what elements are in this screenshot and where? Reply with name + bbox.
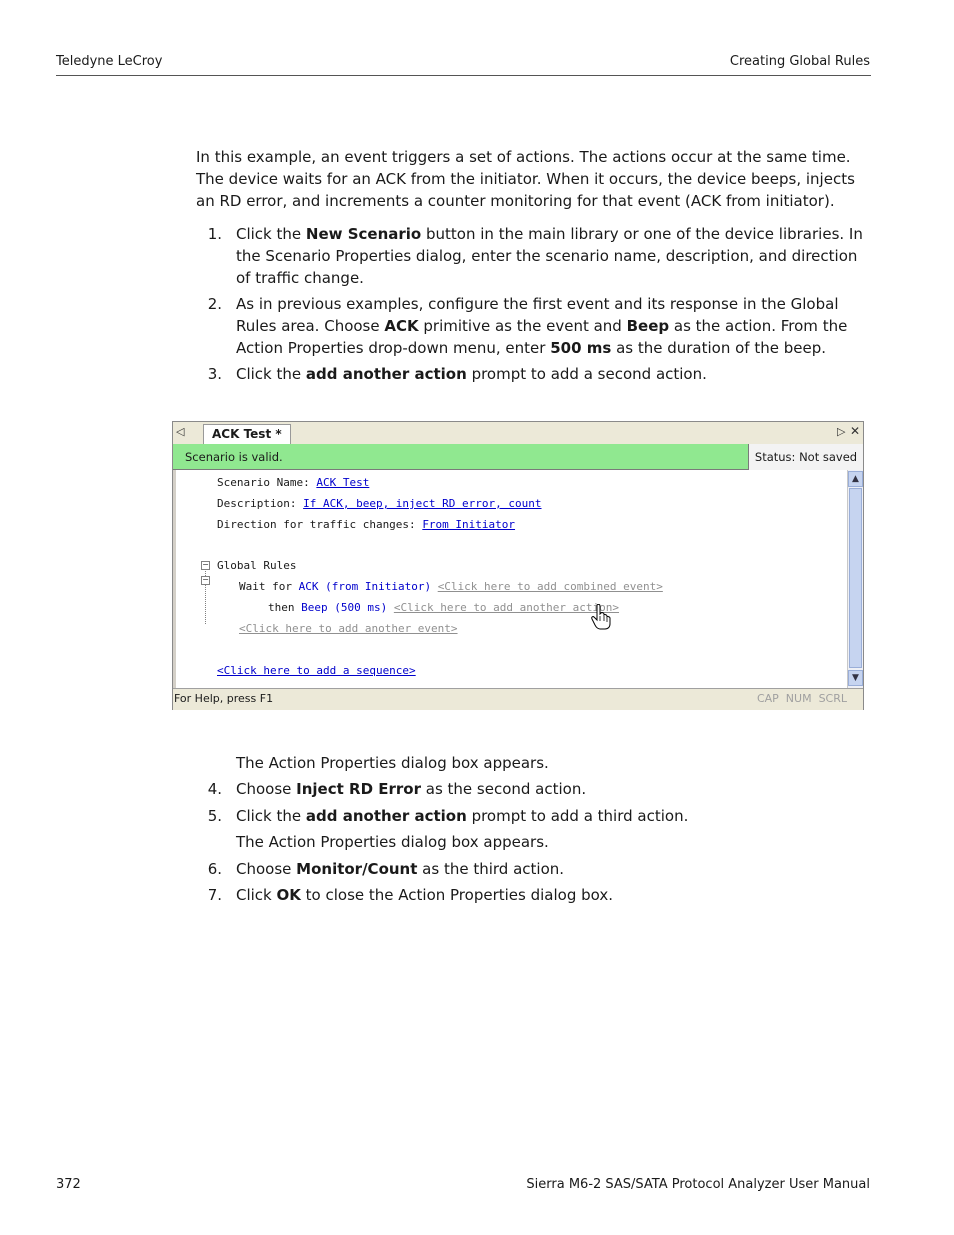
- add-combined-event-prompt[interactable]: <Click here to add combined event>: [437, 580, 663, 593]
- tab-bar: [173, 422, 863, 445]
- add-another-event-text[interactable]: <Click here to add another event>: [239, 622, 458, 635]
- wait-for-line: [239, 580, 663, 594]
- close-icon[interactable]: ✕: [850, 424, 861, 438]
- step-number: 3.: [207, 365, 222, 383]
- direction-label: Direction for traffic changes:: [217, 518, 423, 531]
- wait-event-link[interactable]: ACK (from Initiator): [298, 580, 432, 593]
- step-number: 2.: [207, 295, 222, 313]
- step-1: [196, 223, 876, 289]
- note-2: [196, 831, 876, 853]
- step-text: button in the main library or one of the device libraries. In: [421, 225, 863, 243]
- header-left: Teledyne LeCroy: [56, 54, 163, 69]
- step-text: Rules area. Choose: [236, 317, 385, 335]
- validation-banner: Scenario is valid.: [173, 444, 749, 470]
- tab-scroll-left-icon[interactable]: ◁: [176, 425, 185, 438]
- vertical-scrollbar[interactable]: [847, 470, 863, 688]
- rules-editor: [173, 470, 847, 688]
- add-another-action-prompt[interactable]: <Click here to add another action>: [393, 601, 620, 614]
- step-text: as the duration of the beep.: [611, 339, 826, 357]
- step-text: the Scenario Properties dialog, enter the scenario name, description, and direction: [236, 247, 858, 265]
- add-sequence-link[interactable]: <Click here to add a sequence>: [217, 664, 416, 677]
- note-text: The Action Properties dialog box appears.: [236, 754, 549, 772]
- step-text: Click the: [236, 807, 306, 825]
- description-line: [217, 497, 542, 511]
- step-number: 6.: [207, 860, 222, 878]
- step-text: primitive as the event and: [418, 317, 627, 335]
- step-text: to close the Action Properties dialog box.: [300, 886, 613, 904]
- direction-line: [217, 518, 515, 532]
- wait-for-label: Wait for: [239, 580, 299, 593]
- help-text: For Help, press F1: [174, 692, 274, 705]
- step-text: prompt to add a third action.: [466, 807, 689, 825]
- collapse-icon[interactable]: −: [202, 575, 209, 584]
- scenario-name-link[interactable]: ACK Test: [316, 476, 370, 489]
- note-text: The Action Properties dialog box appears.: [236, 833, 549, 851]
- scroll-up-icon[interactable]: ▲: [848, 471, 863, 487]
- page-number: 372: [56, 1177, 81, 1192]
- step-text: as the third action.: [417, 860, 565, 878]
- tab-scroll-right-icon[interactable]: ▷: [837, 425, 846, 438]
- step-number: 1.: [207, 225, 222, 243]
- scenario-name-label: Scenario Name:: [217, 476, 317, 489]
- global-rules-label: Global Rules: [217, 559, 297, 572]
- add-sequence-prompt[interactable]: [217, 664, 416, 678]
- intro-line: an RD error, and increments a counter monitoring for that event (ACK from initiator).: [196, 192, 835, 210]
- step-text: prompt to add a second action.: [466, 365, 707, 383]
- status-bar: [173, 688, 863, 710]
- step-text: Action Properties drop-down menu, enter: [236, 339, 551, 357]
- step-bold: Monitor/Count: [296, 860, 418, 878]
- step-bold: New Scenario: [305, 225, 422, 243]
- description-link[interactable]: If ACK, beep, inject RD error, count: [303, 497, 542, 510]
- step-bold: ACK: [384, 317, 419, 335]
- then-label: then: [268, 601, 302, 614]
- scenario-name-line: [217, 476, 369, 490]
- manual-title: Sierra M6-2 SAS/SATA Protocol Analyzer User Manual: [526, 1177, 870, 1192]
- tab-ack-test[interactable]: ACK Test *: [203, 424, 291, 444]
- header-right: Creating Global Rules: [729, 54, 870, 69]
- intro-paragraph: [196, 146, 886, 212]
- step-bold: Beep: [626, 317, 670, 335]
- save-status: Status: Not saved: [749, 444, 863, 471]
- step-text: Click the: [236, 225, 306, 243]
- note-1: [196, 752, 876, 774]
- direction-link[interactable]: From Initiator: [422, 518, 516, 531]
- keyboard-indicators: CAP NUM SCRL: [756, 692, 847, 705]
- step-text: as the second action.: [420, 780, 587, 798]
- hand-cursor-icon: [591, 604, 611, 630]
- header-divider: [56, 75, 871, 76]
- step-3: [196, 363, 876, 385]
- step-text: Choose: [236, 780, 297, 798]
- intro-line: In this example, an event triggers a set of actions. The actions occur at the same time.: [196, 148, 851, 166]
- step-5: [196, 805, 876, 827]
- intro-line: The device waits for an ACK from the initiator. When it occurs, the device beeps, injects: [196, 170, 855, 188]
- step-2: [196, 293, 876, 359]
- scroll-down-icon[interactable]: ▼: [848, 670, 863, 686]
- step-bold: 500 ms: [550, 339, 612, 357]
- step-4: [196, 778, 876, 800]
- step-bold: add another action: [305, 365, 467, 383]
- step-text: Choose: [236, 860, 297, 878]
- step-6: [196, 858, 876, 880]
- then-line: [268, 601, 619, 615]
- step-bold: OK: [276, 886, 301, 904]
- step-number: 4.: [207, 780, 222, 798]
- step-text: as the action. From the: [669, 317, 848, 335]
- then-action-link[interactable]: Beep (500 ms): [301, 601, 388, 614]
- collapse-icon[interactable]: −: [202, 560, 209, 569]
- scenario-editor-screenshot: [172, 421, 864, 710]
- step-text: As in previous examples, configure the first event and its response in the Global: [236, 295, 839, 313]
- add-another-event-prompt[interactable]: [239, 622, 458, 636]
- step-text: Click the: [236, 365, 306, 383]
- step-7: [196, 884, 876, 906]
- step-text: of traffic change.: [236, 269, 364, 287]
- step-number: 7.: [207, 886, 222, 904]
- description-label: Description:: [217, 497, 304, 510]
- step-number: 5.: [207, 807, 222, 825]
- step-bold: Inject RD Error: [296, 780, 421, 798]
- step-text: Click: [236, 886, 277, 904]
- step-bold: add another action: [305, 807, 467, 825]
- scrollbar-thumb[interactable]: [849, 488, 862, 668]
